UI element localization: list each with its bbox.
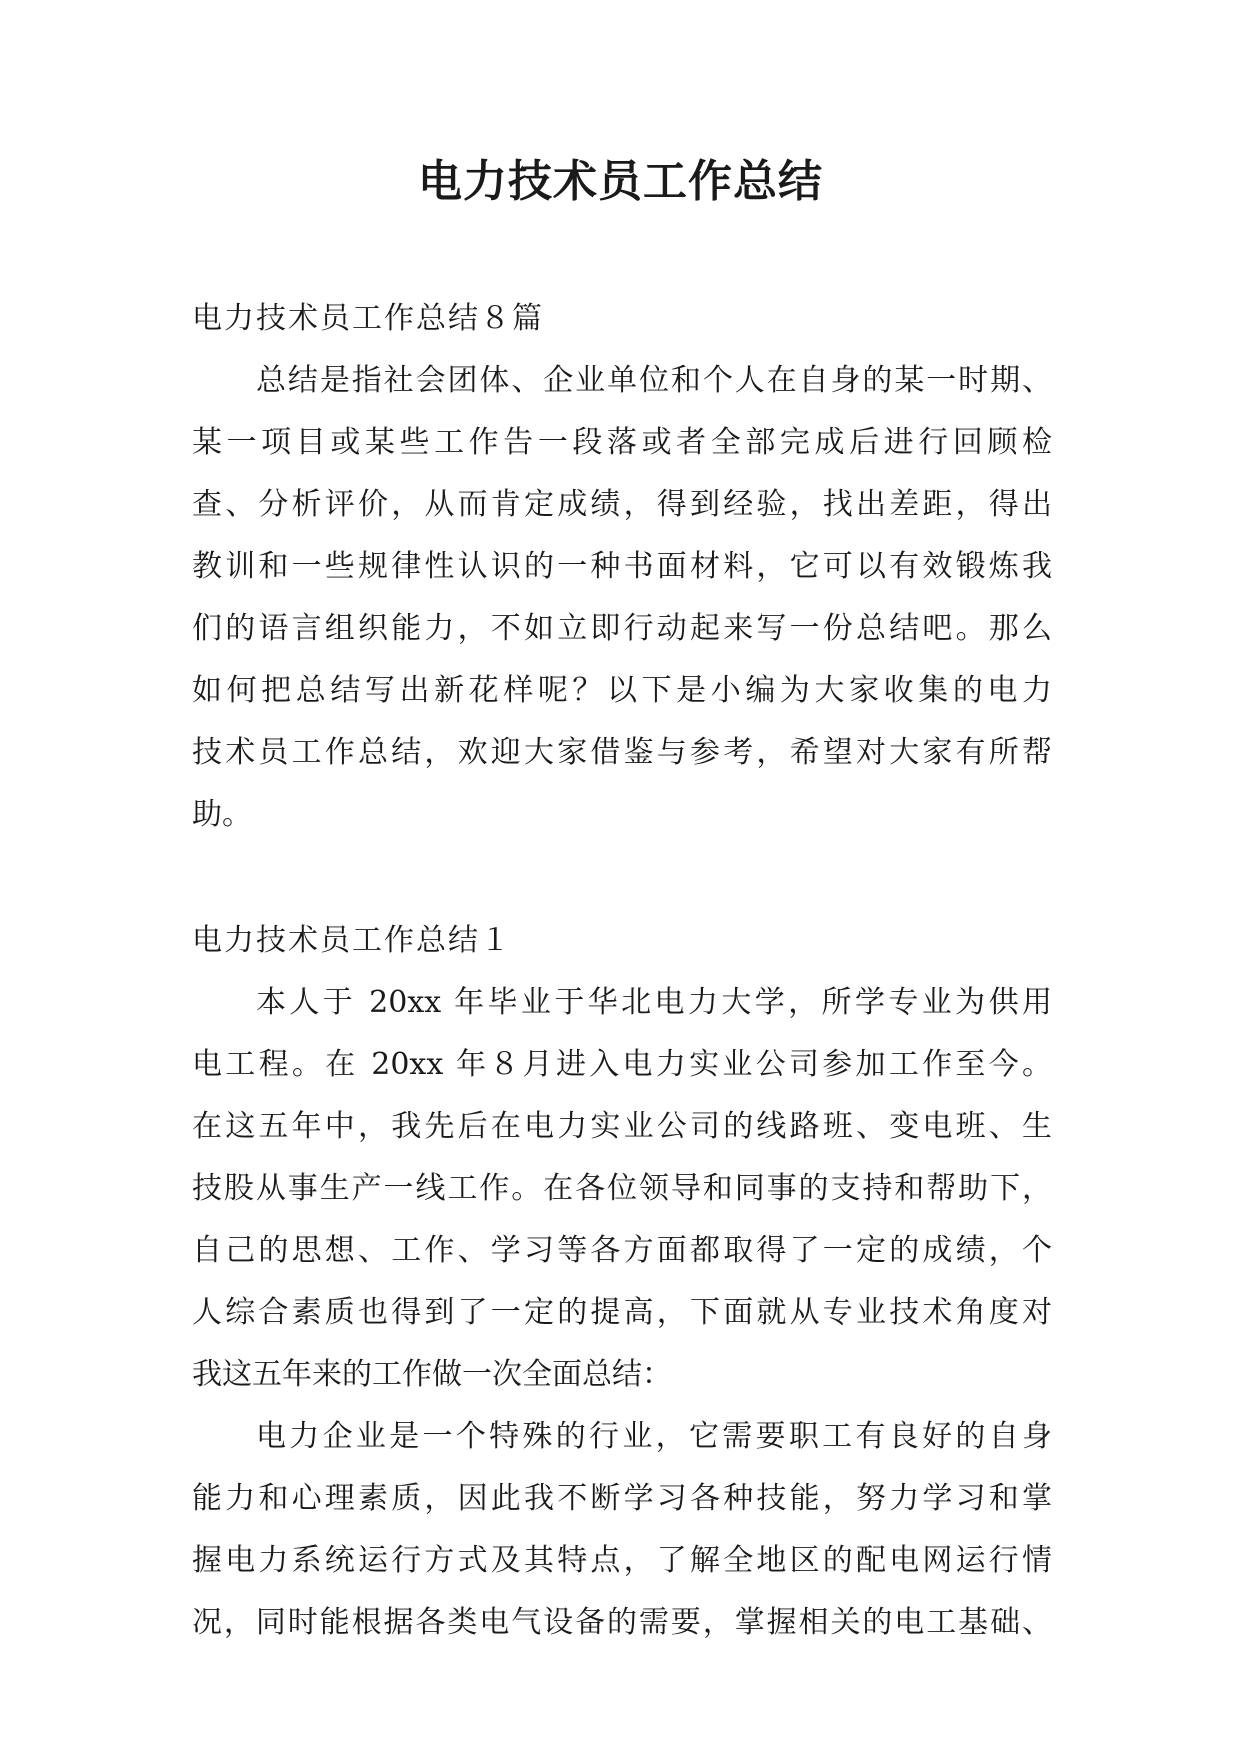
section1-paragraph-2 [192, 1406, 1052, 1654]
intro-line: 们的语言组织能力，不如立即行动起来写一份总结吧。那么 [192, 611, 1052, 646]
paragraph-line: 本人于 20xx 年毕业于华北电力大学，所学专业为供用 [256, 985, 1052, 1020]
intro-line: 如何把总结写出新花样呢？以下是小编为大家收集的电力 [192, 673, 1052, 708]
paragraph-line: 况，同时能根据各类电气设备的需要，掌握相关的电工基础、 [192, 1605, 1052, 1640]
paragraph-line: 在这五年中，我先后在电力实业公司的线路班、变电班、生 [192, 1109, 1052, 1144]
paragraph-line: 电工程。在 20xx 年８月进入电力实业公司参加工作至今。 [192, 1047, 1052, 1082]
intro-heading: 电力技术员工作总结８篇 [192, 301, 544, 336]
intro-line: 助。 [192, 797, 252, 832]
document-title: 电力技术员工作总结 [418, 156, 823, 207]
intro-line: 查、分析评价，从而肯定成绩，得到经验，找出差距，得出 [192, 487, 1052, 522]
document-body [192, 288, 1052, 1654]
section-heading: 电力技术员工作总结１ [192, 923, 512, 958]
intro-line: 某一项目或某些工作告一段落或者全部完成后进行回顾检 [192, 425, 1052, 460]
paragraph-line: 人综合素质也得到了一定的提高，下面就从专业技术角度对 [192, 1295, 1052, 1330]
paragraph-line: 技股从事生产一线工作。在各位领导和同事的支持和帮助下， [192, 1171, 1052, 1206]
intro-line: 总结是指社会团体、企业单位和个人在自身的某一时期、 [256, 363, 1052, 398]
paragraph-line: 电力企业是一个特殊的行业，它需要职工有良好的自身 [256, 1419, 1052, 1454]
intro-paragraph [192, 350, 1052, 846]
paragraph-line: 自己的思想、工作、学习等各方面都取得了一定的成绩，个 [192, 1233, 1052, 1268]
intro-line: 技术员工作总结，欢迎大家借鉴与参考，希望对大家有所帮 [192, 735, 1052, 770]
paragraph-line: 我这五年来的工作做一次全面总结： [192, 1357, 672, 1392]
paragraph-line: 握电力系统运行方式及其特点，了解全地区的配电网运行情 [192, 1543, 1052, 1578]
paragraph-line: 能力和心理素质，因此我不断学习各种技能，努力学习和掌 [192, 1481, 1052, 1516]
section-gap [192, 846, 1052, 910]
intro-line: 教训和一些规律性认识的一种书面材料，它可以有效锻炼我 [192, 549, 1052, 584]
section1-paragraph-1 [192, 972, 1052, 1406]
